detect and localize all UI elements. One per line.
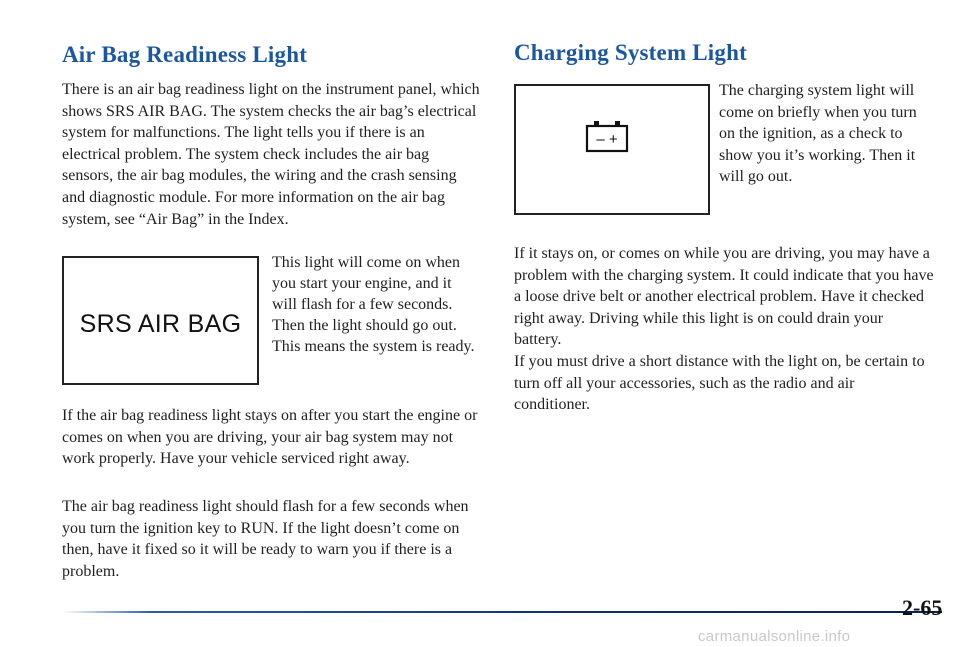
air-bag-flash-paragraph: The air bag readiness light should flash for a few seconds when you turn the ignition key to RUN. If the light doesn’t come on then, have it fixed so it will be ready to warn you if there is a problem.: [62, 498, 469, 580]
air-bag-light-description: This light will come on when you start your engine, and it will flash for a few seconds. Then the light should go out. This means the system is ready.: [272, 254, 475, 355]
charging-system-indicator: [514, 84, 710, 215]
air-bag-warning-paragraph: If the air bag readiness light stays on after you start the engine or comes on when you are driving, your air bag system may not work properly. Have your vehicle serviced right away.: [62, 407, 478, 468]
srs-air-bag-label: SRS AIR BAG: [79, 310, 242, 338]
heading-charging-system: Charging System Light: [514, 40, 747, 65]
air-bag-intro-paragraph: There is an air bag readiness light on the instrument panel, which shows SRS AIR BAG. The system checks the air bag’s electrical system for malfunctions. The light tells you if there is an electrical problem. The system check includes the air bag sensors, the air bag modules, the wiring and the crash sensing and diagnostic module. For more information on the air bag system, see “Air Bag” in the Index.: [62, 81, 480, 228]
srs-air-bag-indicator: [62, 256, 259, 385]
charging-short-distance-paragraph: If you must drive a short distance with the light on, be certain to turn off all your accessories, such as the radio and air conditioner.: [514, 353, 925, 414]
svg-text:– +: – +: [596, 131, 618, 148]
charging-light-description: The charging system light will come on briefly when you turn on the ignition, as a check to show you it’s working. Then it will go out.: [719, 82, 917, 186]
watermark-text: carmanualsonline.info: [698, 628, 851, 645]
charging-problem-paragraph: If it stays on, or comes on while you are driving, you may have a problem with the charging system. It could indicate that you have a loose drive belt or another electrical problem. Have it checked right away. Driving while this light is on could drain your battery.: [514, 245, 934, 349]
heading-air-bag-readiness: Air Bag Readiness Light: [62, 42, 308, 67]
battery-icon: [585, 121, 629, 153]
footer-rule: [62, 611, 942, 613]
page-number: 2-65: [902, 595, 943, 620]
